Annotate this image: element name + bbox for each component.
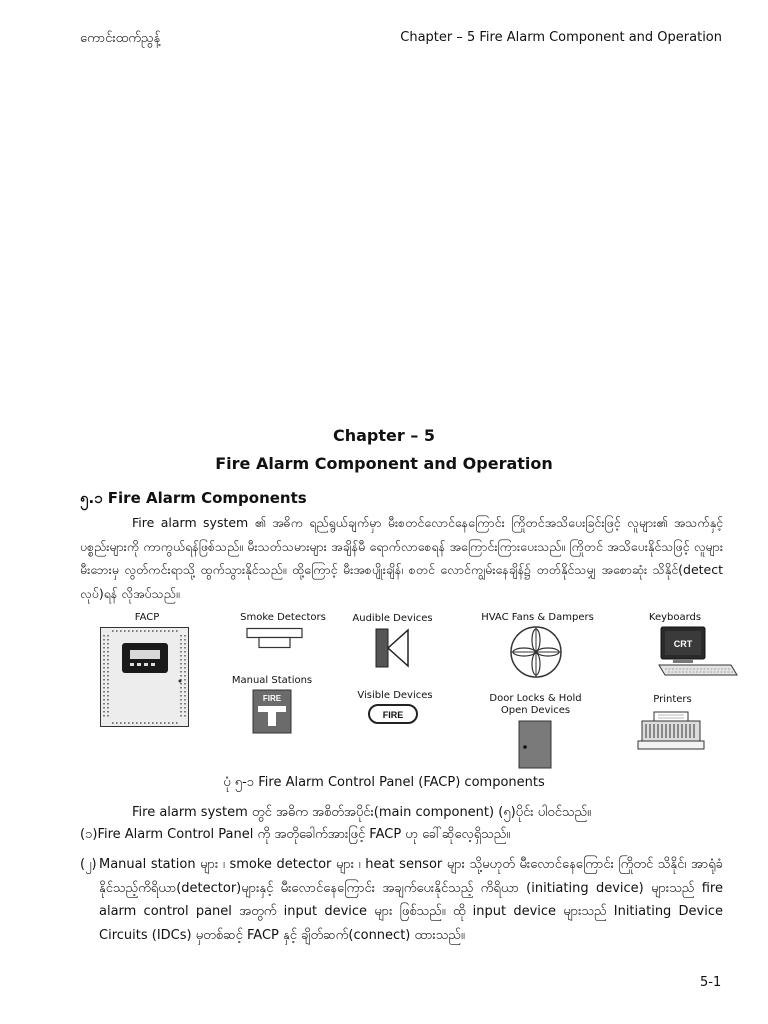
chapter-title: Chapter – 5	[332, 426, 436, 445]
facp-panel-icon	[100, 627, 190, 728]
label-manual-stations: Manual Stations	[231, 675, 313, 686]
smoke-detector-icon	[245, 628, 305, 652]
printer-icon	[636, 710, 706, 752]
main-components-paragraph: Fire alarm system တွင် အဓိက အစိတ်အပိုင်း(main component) (၅)ပိုင်း ပါဝင်သည်။	[132, 805, 591, 820]
list-item-2: Manual station များ ၊ smoke detector များ ၊ heat sensor များ သို့မဟုတ် မီးလောင်နေကြောင်း ကြိုတင် သိနိုင်၊ အာရုံခံနိုင်သည့်ကိရိယာ(detector)များနှင့် မီးလောင်နေကြောင်း အချက်ပေးနိုင်သည့် ကိရိယာ (initiating device) များသည် fire alarm control panel အတွက် input device များ ဖြစ်သည်။ ထို input device များသည် Initiating Device Circuits (IDCs) မှတစ်ဆင့် FACP နှင့် ချိတ်ဆက်(connect) ထားသည်။	[99, 857, 723, 943]
label-facp: FACP	[134, 612, 160, 623]
station-fire-label: FIRE	[262, 694, 282, 703]
page-number: 5-1	[700, 975, 722, 990]
manual-pull-station-icon	[252, 689, 292, 735]
strobe-icon	[368, 704, 420, 726]
label-visible-devices: Visible Devices	[357, 690, 433, 701]
strobe-fire-label: FIRE	[382, 710, 404, 720]
list-item-1: (၁)Fire Alarm Control Panel ကို အတိုခေါက်အားဖြင့် FACP ဟု ခေါ်ဆိုလေ့ရှိသည်။	[80, 827, 511, 842]
intro-paragraph: Fire alarm system ၏ အဓိက ရည်ရွယ်ချက်မှာ မီးစတင်လောင်နေကြောင်း ကြိုတင်အသိပေးခြင်းဖြင့် လူများ၏ အသက်နှင့် ပစ္စည်းများကို ကာကွယ်ရန်ဖြစ်သည်။ မီးသတ်သမားများ အချိန်မီ ရောက်လာစေရန် အကြောင်းကြားပေးသည်။ ကြိုတင် အသိပေးနိုင်သဖြင့် လူများ မီးဘေးမှ လွတ်ကင်းရာသို့ ထွက်သွားနိုင်သည်။ ထို့ကြောင့် မီးအစပျိုးချိန်၊ စတင် လောင်ကျွမ်းနေချိန်၌ တတ်နိုင်သမျှ အစောဆုံး သိနိုင်(detect လုပ်)ရန် လိုအပ်သည်။	[80, 515, 723, 601]
chapter-subtitle: Fire Alarm Component and Operation	[215, 454, 553, 473]
section-heading: ၅.၁ Fire Alarm Components	[80, 489, 307, 507]
list-item-2-number: (၂)	[80, 857, 97, 872]
crt-terminal-icon	[659, 625, 739, 680]
figure-caption: ပုံ ၅-၁ Fire Alarm Control Panel (FACP) components	[223, 775, 545, 790]
label-hvac: HVAC Fans & Dampers	[481, 612, 594, 623]
label-audible-devices: Audible Devices	[352, 613, 433, 624]
fan-icon	[509, 625, 563, 679]
crt-label: CRT	[673, 639, 693, 649]
label-keyboards: Keyboards	[648, 612, 702, 623]
label-door-locks: Door Locks & Hold Open Devices	[489, 693, 582, 716]
label-smoke-detectors: Smoke Detectors	[240, 612, 326, 623]
label-printers: Printers	[653, 694, 692, 705]
horn-icon	[374, 627, 414, 671]
header-left: ကောင်းထက်ညွန့်	[80, 31, 161, 46]
door-icon	[518, 720, 554, 770]
header-right: Chapter – 5 Fire Alarm Component and Operation	[400, 30, 722, 45]
